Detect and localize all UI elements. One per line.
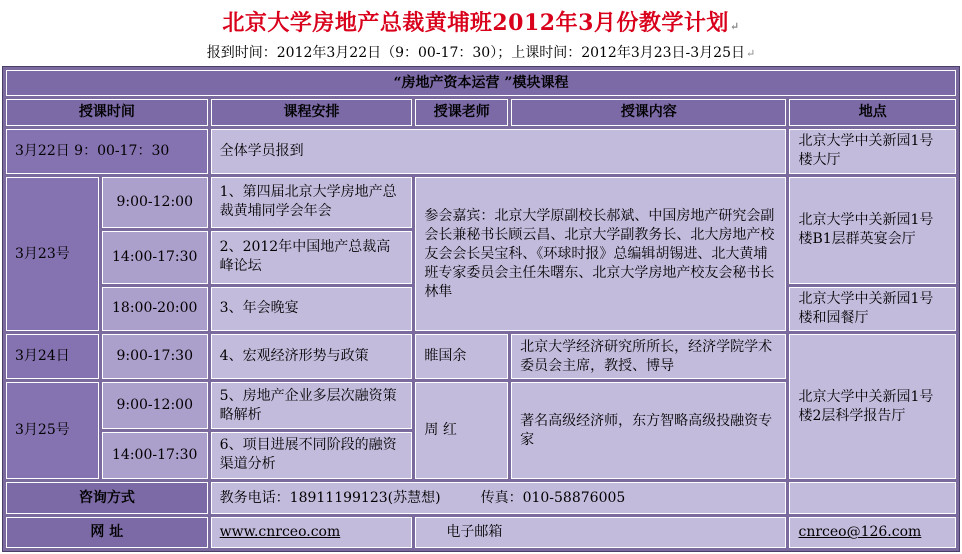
contact-label: 咨询方式 <box>6 482 208 515</box>
day24-content: 北京大学经济研究所所长，经济学院学术委员会主席，教授、博导 <box>511 334 786 379</box>
day23-slot1-course: 1、第四届北京大学房地产总裁黄埔同学会年会 <box>211 177 413 228</box>
page-subtitle: 报到时间：2012年3月22日（9：00-17：30）；上课时间：2012年3月23日-3月25日↵ <box>206 45 756 61</box>
day23-slot2-course: 2、2012年中国地产总裁高峰论坛 <box>211 231 413 284</box>
website-link[interactable]: www.cnrceo.com <box>211 517 413 548</box>
day25-content: 著名高级经济师，东方智略高级投融资专家 <box>511 382 786 479</box>
email-label: 电子邮箱 <box>415 517 786 548</box>
registration-location: 北京大学中关新园1号楼大厅 <box>789 129 956 174</box>
table-row <box>6 334 956 379</box>
contact-row <box>6 482 956 515</box>
day23-slot1-time: 9:00-12:00 <box>102 177 208 228</box>
web-row <box>6 517 956 548</box>
module-title: “房地产资本运营 ”模块课程 <box>6 70 956 96</box>
registration-time: 3月22日 9：00-17：30 <box>6 129 208 174</box>
day25-date: 3月25号 <box>6 382 99 479</box>
fax-text: 传真：010-58876005 <box>480 489 626 506</box>
day25-slot1-time: 9:00-12:00 <box>102 382 208 429</box>
table-row <box>6 177 956 228</box>
column-header-content: 授课内容 <box>511 99 786 125</box>
contact-spacer <box>789 482 956 515</box>
day25-teacher: 周 红 <box>415 382 508 479</box>
day25-slot1-course: 5、房地产企业多层次融资策略解析 <box>211 382 413 429</box>
day23-location-day: 北京大学中关新园1号楼B1层群英宴会厅 <box>789 177 956 284</box>
day23-date: 3月23号 <box>6 177 99 332</box>
email-link[interactable]: cnrceo@126.com <box>789 517 956 548</box>
schedule-table <box>2 66 960 552</box>
contact-phone <box>211 482 787 515</box>
phone-text: 教务电话：18911199123(苏慧想) <box>219 489 441 506</box>
day24-time: 9:00-17:30 <box>102 334 208 379</box>
day25-slot2-time: 14:00-17:30 <box>102 432 208 479</box>
day25-slot2-course: 6、项目进展不同阶段的融资渠道分析 <box>211 432 413 479</box>
day23-slot3-time: 18:00-20:00 <box>102 287 208 332</box>
header-row <box>6 99 956 125</box>
page-title: 北京大学房地产总裁黄埔班2012年3月份教学计划↵ <box>222 10 740 36</box>
day23-guests: 参会嘉宾：北京大学原副校长郝斌、中国房地产研究会副会长兼秘书长顾云昌、北京大学副教务长、北大房地产校友会会长吴宝科、《环球时报》总编辑胡锡进、北大黄埔班专家委员会主任朱曙东、北京大学房地产校友会秘书长林隼 <box>415 177 786 332</box>
day23-slot3-course: 3、年会晚宴 <box>211 287 413 332</box>
column-header-location: 地点 <box>789 99 956 125</box>
day23-location-evening: 北京大学中关新园1号楼和园餐厅 <box>789 287 956 332</box>
table-row <box>6 129 956 174</box>
location-24-25: 北京大学中关新园1号楼2层科学报告厅 <box>789 334 956 478</box>
day24-teacher: 睢国余 <box>415 334 508 379</box>
module-title-row <box>6 70 956 96</box>
column-header-arrangement: 课程安排 <box>211 99 413 125</box>
column-header-time: 授课时间 <box>6 99 208 125</box>
registration-arrangement: 全体学员报到 <box>211 129 787 174</box>
day24-date: 3月24日 <box>6 334 99 379</box>
day24-course: 4、宏观经济形势与政策 <box>211 334 413 379</box>
day23-slot2-time: 14:00-17:30 <box>102 231 208 284</box>
web-label: 网 址 <box>6 517 208 548</box>
column-header-teacher: 授课老师 <box>415 99 508 125</box>
